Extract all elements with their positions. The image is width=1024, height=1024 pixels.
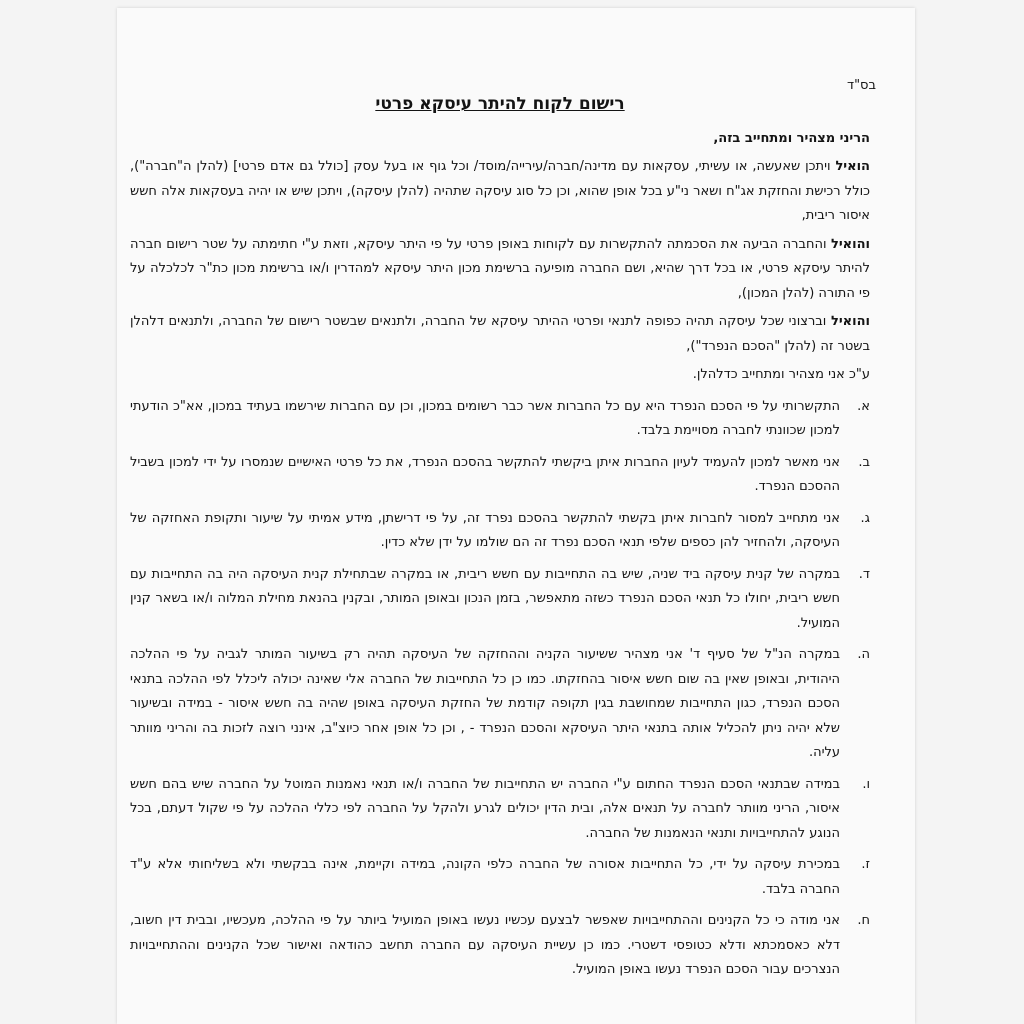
clause-3: [130, 310, 870, 359]
list-item-b: [130, 451, 870, 500]
item-number: ג.: [860, 510, 870, 526]
document-title: רישום לקוח להיתר עיסקא פרטי: [375, 94, 625, 114]
list-item-e: [130, 643, 870, 766]
item-text: במקרה של קנית עיסקה ביד שניה, שיש בה התחייבות עם חשש ריבית, או במקרה שבתחילת קנית העיסקה היה בה התחייבות עם חשש ריבית, יחולו כל תנאי הסכם הנפרד כשזה מתאפשר, בזמן הנכון ובאופן המותר, ובקנין בהנאת מחילת המלוה ו/או בשאר קנין המועיל.: [130, 566, 840, 631]
therefore-line: ע"כ אני מצהיר ומתחייב כדלהלן.: [692, 367, 870, 382]
item-number: ו.: [862, 776, 870, 792]
clause-1: [130, 155, 870, 229]
item-text: במכירת עיסקה על ידי, כל התחייבות אסורה של החברה כלפי הקונה, במידה וקיימת, אינה בבקשתי ולא בשליחותי אלא ע"ד החברה בלבד.: [130, 857, 840, 897]
item-number: ה.: [857, 647, 870, 662]
document-body: [130, 70, 870, 989]
list-item-f: [130, 773, 870, 847]
item-number: ב.: [858, 454, 870, 470]
clause-lead: והואיל: [830, 236, 870, 252]
item-text: אני מאשר למכון להעמיד לעיון החברות איתן ביקשתי להתקשר בהסכם הנפרד, את כל פרטי האישיים שנמסרו על ידי למכון בשביל ההסכם הנפרד.: [130, 454, 840, 494]
bsd-header: בס"ד: [846, 78, 876, 93]
list-item-d: [130, 563, 870, 637]
item-number: ח.: [857, 913, 870, 928]
clause-lead: הואיל: [835, 159, 870, 174]
item-text: התקשרותי על פי הסכם הנפרד היא עם כל החברות אשר כבר רשומים במכון, וכן עם החברות שירשמו בעתיד במכון, אא"כ הודעתי למכון שכוונתי לחברה מסויימת בלבד.: [130, 398, 840, 438]
item-number: א.: [857, 398, 870, 414]
declaration: הריני מצהיר ומתחייב בזה,: [713, 130, 870, 146]
item-text: במקרה הנ"ל של סעיף ד' אני מצהיר ששיעור הקניה וההחזקה של העיסקה תהיה רק בשיעור המותר לגביה על פי ההלכה היהודית, ובאופן שאין בה שום חשש איסור בהחזקתו. כמו כן כל התחייבות של החברה אלי שאינה יכולה ליכלל לפי ההלכה בתנאי הסכם הנפרד, כגון התחייבות שמחושבת בגין תקופה קודמת של החזקת העיסקה באופן שהיה בה חשש איסור - במידה ובשיעור שלא יהיה ניתן להכליל אותה בתנאי היתר העיסקא והסכם הנפרד - , וכן כל אופן אחר כיוצ"ב, אינני רוצה לזכות בה והריני מוותר עליה.: [130, 647, 840, 760]
list-item-h: [130, 909, 870, 983]
item-text: במידה שבתנאי הסכם הנפרד החתום ע"י החברה יש התחייבות של החברה ו/או תנאי נאמנות המוטל על החברה שיש בהם חשש איסור, הריני מוותר לחברה על תנאים אלה, ובית הדין יכולים לגרע ולהקל על החברה לפי כללי ההלכה על פי שקול דעתם, בכל הנוגע להתחייבויות ותנאי הנאמנות של החברה.: [130, 776, 840, 841]
item-text: אני מודה כי כל הקנינים וההתחייבויות שאפשר לבצעם עכשיו נעשו באופן המועיל ביותר על פי ההלכה, מעכשיו, ובבית דין חשוב, דלא כאסמכתא ודלא כטופסי דשטרי. כמו כן עשיית העיסקה עם החברה תחשב כהודאה ואישור שכל הקנינים וההתחייבויות הנצרכים עבור הסכם הנפרד נעשו באופן המועיל.: [130, 913, 840, 977]
list-item-c: [130, 507, 870, 556]
list-item-a: [130, 395, 870, 444]
clause-text: וברצוני שכל עיסקה תהיה כפופה לתנאי ופרטי ההיתר עיסקא של החברה, ולתנאים שבשטר רישום של החברה, ולתנאים דלהלן בשטר זה (להלן "הסכם הנפרד"),: [130, 314, 870, 354]
item-number: ד.: [858, 566, 870, 582]
clause-text: והחברה הביעה את הסכמתה להתקשרות עם לקוחות באופן פרטי על פי היתר עיסקא, וזאת ע"י חתימתה על שטר רישום חברה להיתר עיסקא פרטי, או בכל דרך שהיא, ושם החברה מופיעה ברשימת מכון היתר עיסקא למהדרין ו/או ברשימת מכון כת"ר לכלכלה על פי התורה (להלן המכון),: [130, 236, 870, 301]
clause-2: [130, 233, 870, 307]
item-text: אני מתחייב למסור לחברות איתן בקשתי להתקשר בהסכם נפרד זה, על פי דרישתן, מידע אמיתי על שיעור ותקופת האחזקה של העיסקה, ולהחזיר להן כספים שלפי תנאי הסכם נפרד זה הם שולמו על ידן שלא כדין.: [130, 510, 840, 550]
clause-lead: והואיל: [830, 314, 870, 329]
list-item-g: [130, 853, 870, 902]
item-number: ז.: [861, 857, 870, 872]
clause-text: ויתכן שאעשה, או עשיתי, עסקאות עם מדינה/חברה/עירייה/מוסד/ וכל גוף או בעל עסק [כולל גם אדם פרטי] (להלן ה"חברה"), כולל רכישת והחזקת אג"ח ושאר ני"ע בכל אופן שהוא, וכן כל סוג עיסקה שתהיה (להלן עיסקה), ויתכן שיש או יהיה בעסקאות אלה חשש איסור ריבית,: [130, 159, 870, 223]
